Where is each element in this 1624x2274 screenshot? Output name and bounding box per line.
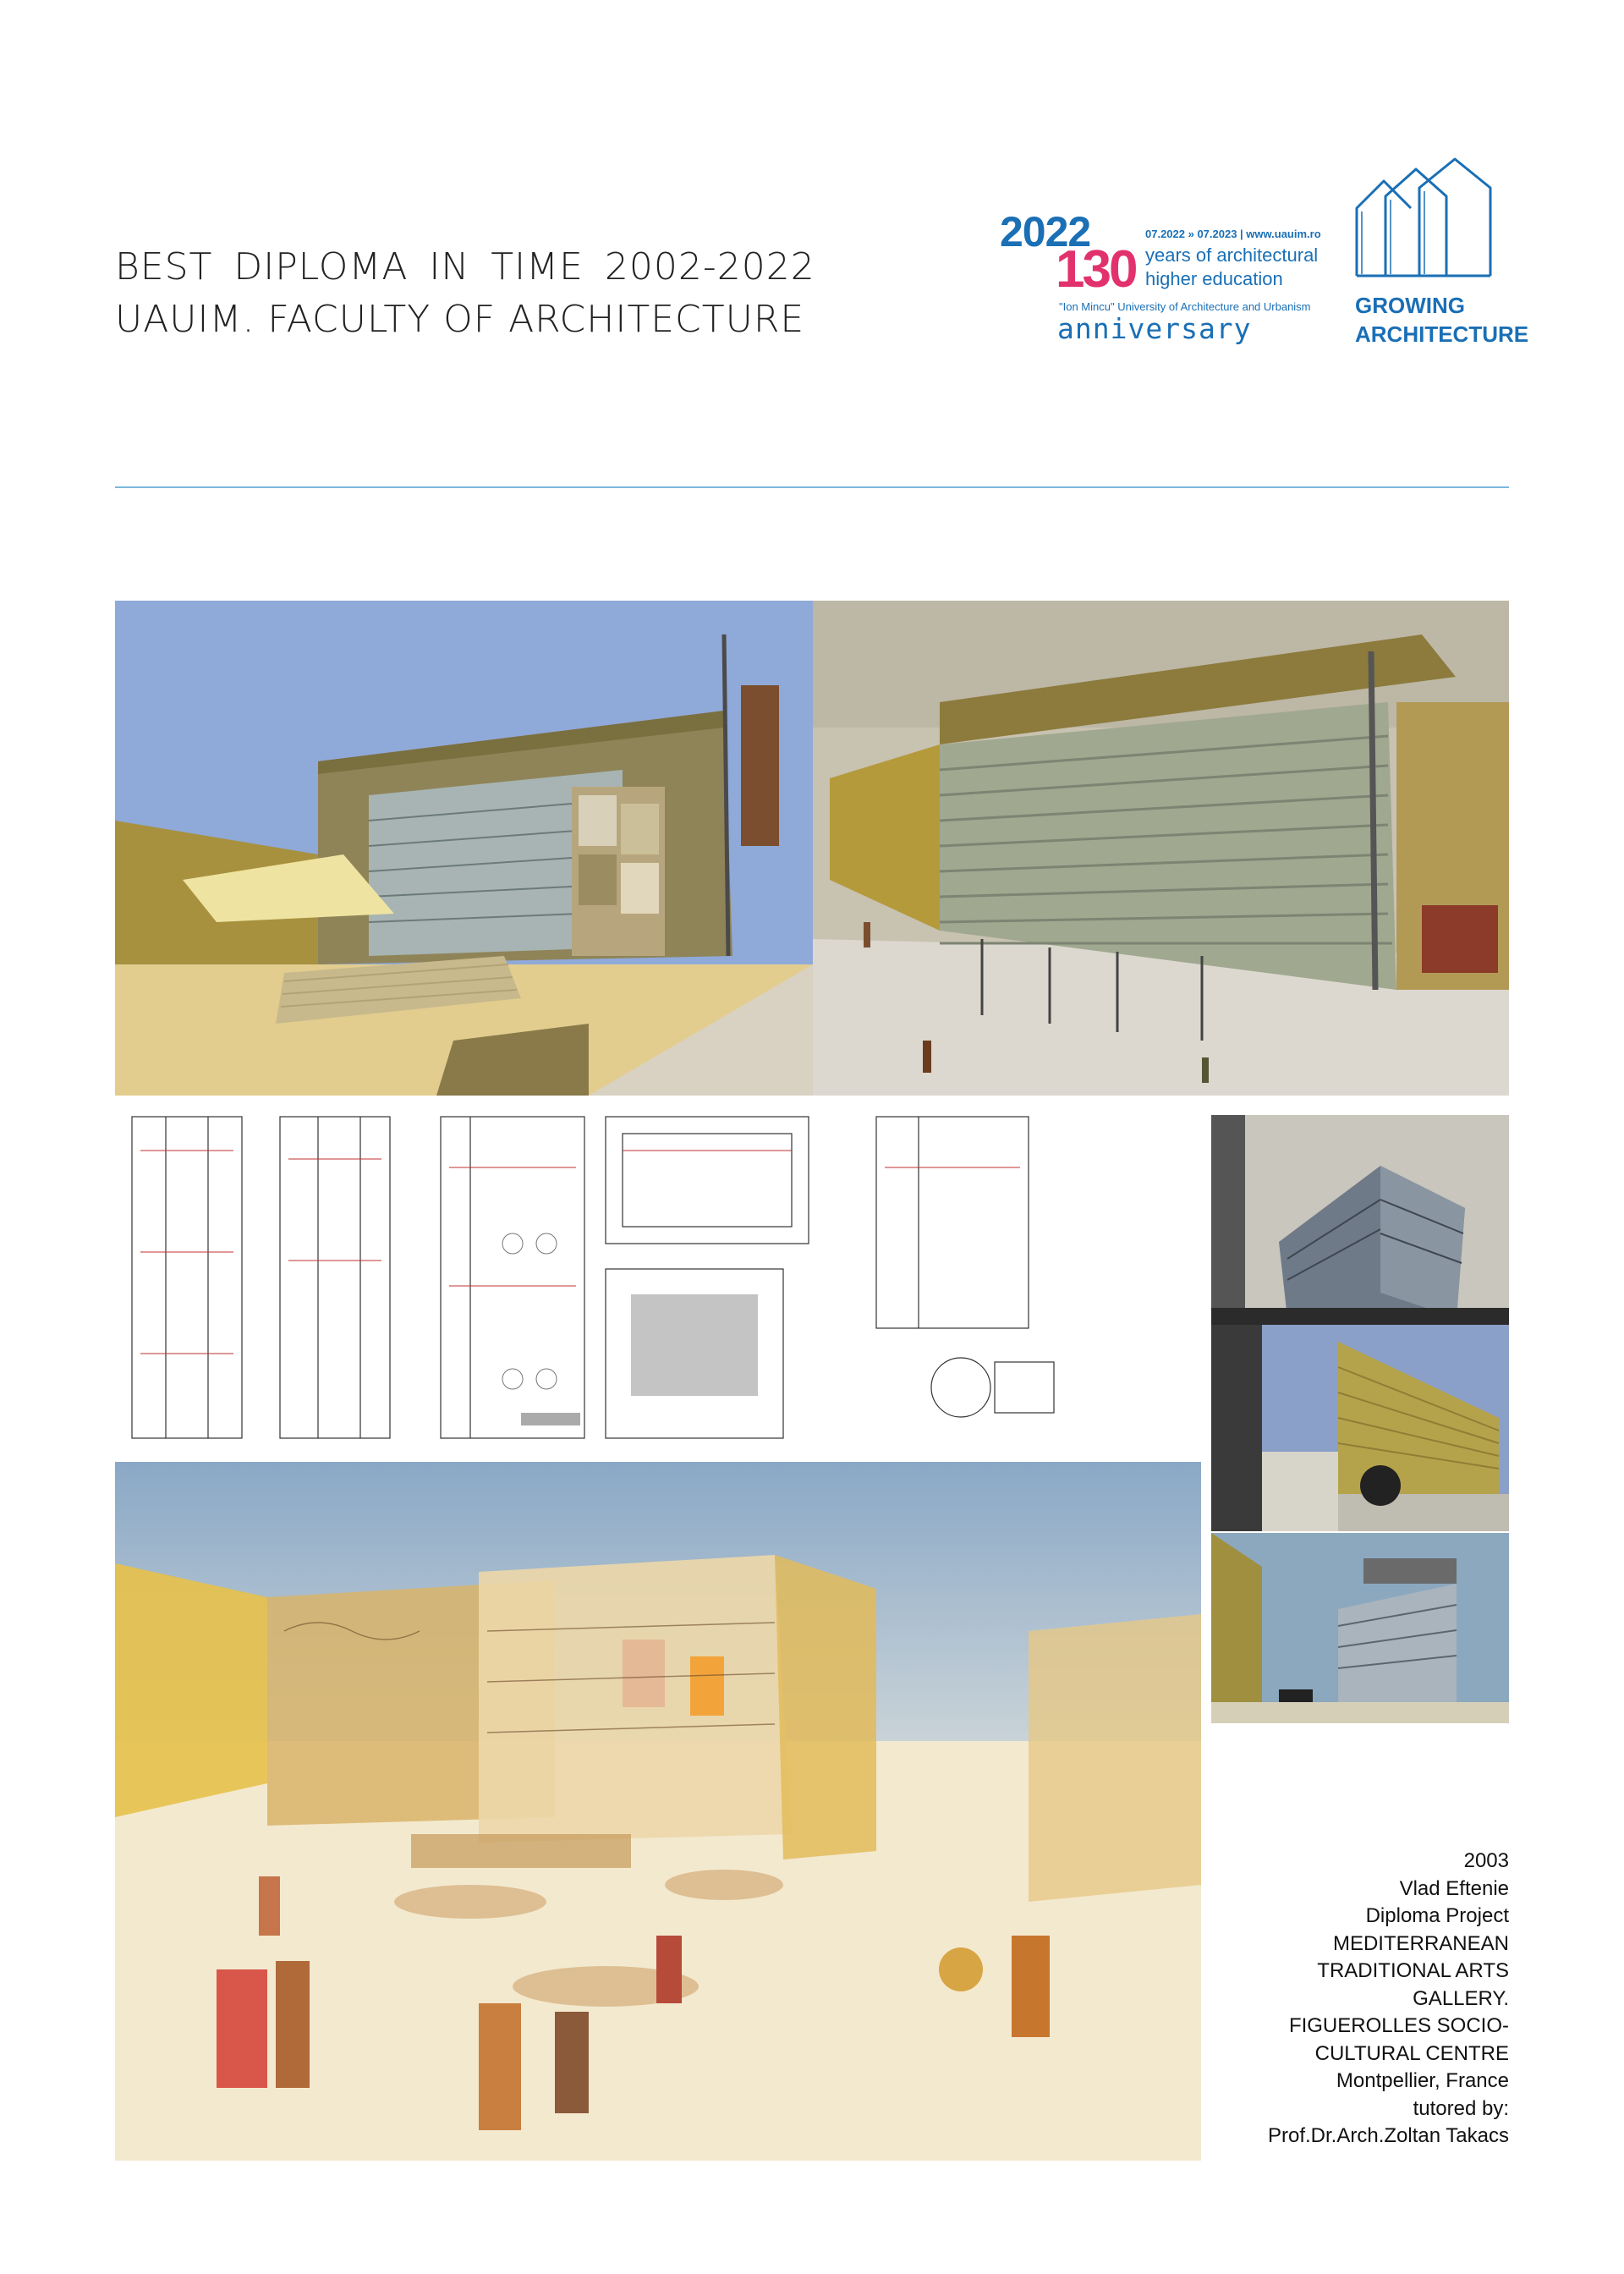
watercolor-sketch-image [115,1462,1201,2161]
project-credits [1268,1848,1509,2150]
poster-title-line-1: BEST DIPLOMA IN TIME 2002-2022 [115,245,815,288]
credits-title-line: FIGUEROLLES SOCIO- [1288,2014,1509,2037]
anniversary-number: 130 [1056,240,1136,299]
header-divider [115,486,1509,488]
growing-logo-line-2: ARCHITECTURE [1355,321,1529,347]
model-view-golden-facade-image [1211,1325,1509,1531]
credits-title-line: MEDITERRANEAN [1332,1931,1509,1955]
credits-type: Diploma Project [1365,1904,1509,1927]
credits-tutor: Prof.Dr.Arch.Zoltan Takacs [1268,2124,1509,2147]
anniversary-logo [1000,207,1334,351]
anniversary-university: "Ion Mincu" University of Architecture and Urbanism [1059,300,1311,313]
anniversary-years-line-2: higher education [1145,268,1283,289]
model-view-glass-corner-image [1211,1115,1509,1325]
credits-author: Vlad Eftenie [1399,1876,1509,1900]
growing-logo-line-1: GROWING [1355,293,1465,318]
credits-tutored-label: tutored by: [1413,2096,1509,2120]
anniversary-dates: 07.2022 » 07.2023 | www.uauim.ro [1145,228,1321,240]
credits-title-line: GALLERY. [1413,1986,1509,2010]
growing-architecture-logo [1352,157,1529,352]
credits-title-line: TRADITIONAL ARTS [1317,1959,1509,1982]
technical-drawings-image [115,1100,1199,1459]
anniversary-year: 2022 [1000,208,1091,255]
houses-icon [1352,157,1512,293]
anniversary-years-line-1: years of architectural [1145,244,1319,266]
credits-year: 2003 [1463,1849,1509,1872]
render-right-image [813,601,1509,1096]
render-left-image [115,601,813,1096]
model-view-entrance-image [1211,1533,1509,1723]
anniversary-word: anniversary [1057,312,1252,345]
credits-title-line: CULTURAL CENTRE [1314,2041,1509,2065]
poster-title-line-2: UAUIM. FACULTY OF ARCHITECTURE [115,298,805,341]
credits-location: Montpellier, France [1336,2069,1509,2092]
